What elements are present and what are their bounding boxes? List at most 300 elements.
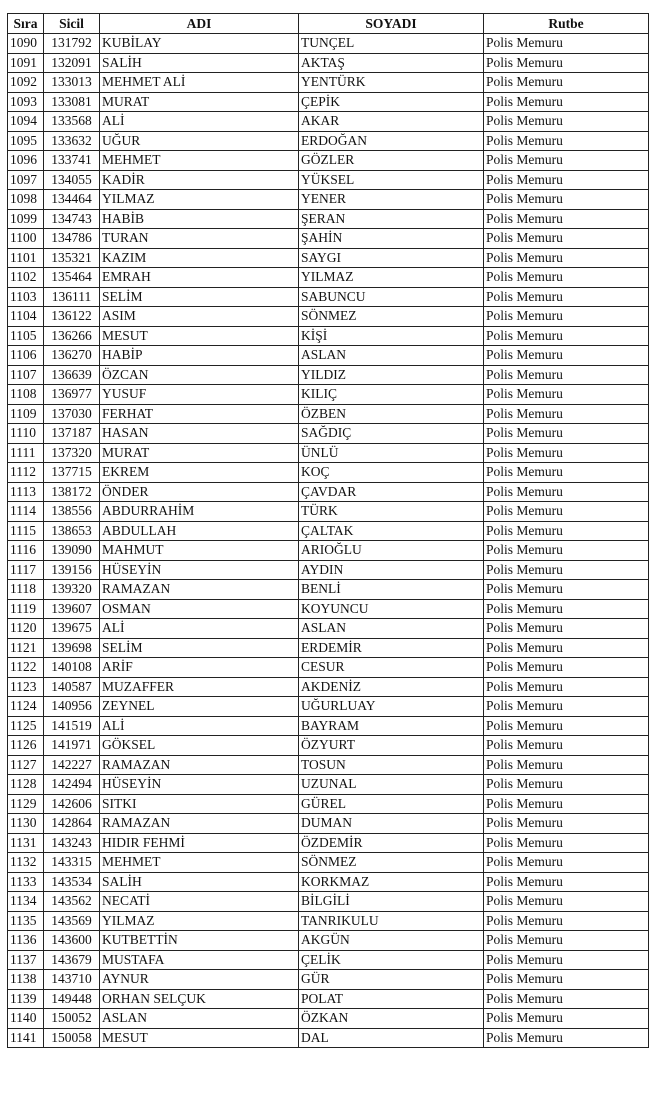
rank-cell: Polis Memuru xyxy=(484,521,649,541)
surname-cell: SÖNMEZ xyxy=(299,307,484,327)
sira-cell: 1095 xyxy=(8,131,44,151)
sicil-cell: 140956 xyxy=(44,697,100,717)
table-row xyxy=(8,716,649,736)
sicil-cell: 136639 xyxy=(44,365,100,385)
rank-cell: Polis Memuru xyxy=(484,73,649,93)
rank-cell: Polis Memuru xyxy=(484,599,649,619)
sicil-cell: 142227 xyxy=(44,755,100,775)
first-name-cell: KAZIM xyxy=(100,248,299,268)
surname-cell: DAL xyxy=(299,1028,484,1048)
table-row xyxy=(8,463,649,483)
sicil-cell: 134743 xyxy=(44,209,100,229)
rank-cell: Polis Memuru xyxy=(484,463,649,483)
surname-cell: KILIÇ xyxy=(299,385,484,405)
table-row xyxy=(8,580,649,600)
table-row xyxy=(8,365,649,385)
table-row xyxy=(8,482,649,502)
sira-cell: 1120 xyxy=(8,619,44,639)
sira-cell: 1096 xyxy=(8,151,44,171)
rank-cell: Polis Memuru xyxy=(484,892,649,912)
table-row xyxy=(8,92,649,112)
sira-cell: 1100 xyxy=(8,229,44,249)
surname-cell: ŞERAN xyxy=(299,209,484,229)
surname-cell: ŞAHİN xyxy=(299,229,484,249)
sira-cell: 1090 xyxy=(8,34,44,54)
surname-cell: ASLAN xyxy=(299,619,484,639)
first-name-cell: SELİM xyxy=(100,287,299,307)
first-name-cell: FERHAT xyxy=(100,404,299,424)
first-name-cell: ARİF xyxy=(100,658,299,678)
sira-cell: 1104 xyxy=(8,307,44,327)
table-row xyxy=(8,1009,649,1029)
table-row xyxy=(8,229,649,249)
table-row xyxy=(8,248,649,268)
table-row xyxy=(8,170,649,190)
surname-cell: GÜREL xyxy=(299,794,484,814)
rank-cell: Polis Memuru xyxy=(484,833,649,853)
first-name-cell: HABİB xyxy=(100,209,299,229)
table-row xyxy=(8,677,649,697)
surname-cell: UZUNAL xyxy=(299,775,484,795)
first-name-cell: HÜSEYİN xyxy=(100,775,299,795)
first-name-cell: HABİP xyxy=(100,346,299,366)
sicil-cell: 140108 xyxy=(44,658,100,678)
rank-cell: Polis Memuru xyxy=(484,424,649,444)
table-row xyxy=(8,736,649,756)
sira-cell: 1135 xyxy=(8,911,44,931)
rank-cell: Polis Memuru xyxy=(484,365,649,385)
table-header xyxy=(8,14,649,34)
table-row xyxy=(8,775,649,795)
rank-cell: Polis Memuru xyxy=(484,1028,649,1048)
rank-cell: Polis Memuru xyxy=(484,346,649,366)
surname-cell: ÇEPİK xyxy=(299,92,484,112)
first-name-cell: HIDIR FEHMİ xyxy=(100,833,299,853)
sira-cell: 1138 xyxy=(8,970,44,990)
surname-cell: KİŞİ xyxy=(299,326,484,346)
sira-cell: 1117 xyxy=(8,560,44,580)
first-name-cell: GÖKSEL xyxy=(100,736,299,756)
table-row xyxy=(8,287,649,307)
sira-cell: 1115 xyxy=(8,521,44,541)
first-name-cell: SELİM xyxy=(100,638,299,658)
rank-cell: Polis Memuru xyxy=(484,170,649,190)
table-row xyxy=(8,209,649,229)
personnel-table xyxy=(7,13,649,1048)
first-name-cell: KADİR xyxy=(100,170,299,190)
sicil-cell: 139090 xyxy=(44,541,100,561)
header-soyadi: SOYADI xyxy=(299,14,484,34)
surname-cell: SAĞDIÇ xyxy=(299,424,484,444)
surname-cell: KOYUNCU xyxy=(299,599,484,619)
first-name-cell: MUSTAFA xyxy=(100,950,299,970)
sicil-cell: 134055 xyxy=(44,170,100,190)
table-row xyxy=(8,872,649,892)
table-row xyxy=(8,346,649,366)
first-name-cell: MURAT xyxy=(100,92,299,112)
sira-cell: 1125 xyxy=(8,716,44,736)
first-name-cell: MESUT xyxy=(100,326,299,346)
sira-cell: 1094 xyxy=(8,112,44,132)
sicil-cell: 143315 xyxy=(44,853,100,873)
sira-cell: 1091 xyxy=(8,53,44,73)
rank-cell: Polis Memuru xyxy=(484,385,649,405)
sira-cell: 1107 xyxy=(8,365,44,385)
surname-cell: ARIOĞLU xyxy=(299,541,484,561)
rank-cell: Polis Memuru xyxy=(484,931,649,951)
table-row xyxy=(8,307,649,327)
sira-cell: 1123 xyxy=(8,677,44,697)
sira-cell: 1102 xyxy=(8,268,44,288)
sicil-cell: 143562 xyxy=(44,892,100,912)
sicil-cell: 137187 xyxy=(44,424,100,444)
rank-cell: Polis Memuru xyxy=(484,755,649,775)
first-name-cell: MESUT xyxy=(100,1028,299,1048)
sicil-cell: 139156 xyxy=(44,560,100,580)
sicil-cell: 136111 xyxy=(44,287,100,307)
rank-cell: Polis Memuru xyxy=(484,1009,649,1029)
rank-cell: Polis Memuru xyxy=(484,404,649,424)
rank-cell: Polis Memuru xyxy=(484,92,649,112)
table-row xyxy=(8,502,649,522)
surname-cell: AKGÜN xyxy=(299,931,484,951)
surname-cell: UĞURLUAY xyxy=(299,697,484,717)
first-name-cell: ALİ xyxy=(100,619,299,639)
surname-cell: KOÇ xyxy=(299,463,484,483)
sira-cell: 1113 xyxy=(8,482,44,502)
sira-cell: 1134 xyxy=(8,892,44,912)
sira-cell: 1129 xyxy=(8,794,44,814)
sira-cell: 1131 xyxy=(8,833,44,853)
surname-cell: AKTAŞ xyxy=(299,53,484,73)
first-name-cell: YILMAZ xyxy=(100,190,299,210)
sicil-cell: 139320 xyxy=(44,580,100,600)
rank-cell: Polis Memuru xyxy=(484,190,649,210)
surname-cell: SABUNCU xyxy=(299,287,484,307)
sira-cell: 1112 xyxy=(8,463,44,483)
sicil-cell: 135321 xyxy=(44,248,100,268)
sicil-cell: 133081 xyxy=(44,92,100,112)
surname-cell: GÖZLER xyxy=(299,151,484,171)
surname-cell: ÖZKAN xyxy=(299,1009,484,1029)
first-name-cell: MEHMET xyxy=(100,151,299,171)
sira-cell: 1137 xyxy=(8,950,44,970)
rank-cell: Polis Memuru xyxy=(484,989,649,1009)
surname-cell: SÖNMEZ xyxy=(299,853,484,873)
table-row xyxy=(8,619,649,639)
first-name-cell: ASIM xyxy=(100,307,299,327)
surname-cell: ÖZDEMİR xyxy=(299,833,484,853)
surname-cell: YENTÜRK xyxy=(299,73,484,93)
sira-cell: 1093 xyxy=(8,92,44,112)
rank-cell: Polis Memuru xyxy=(484,326,649,346)
table-row xyxy=(8,599,649,619)
first-name-cell: HASAN xyxy=(100,424,299,444)
rank-cell: Polis Memuru xyxy=(484,794,649,814)
first-name-cell: ABDURRAHİM xyxy=(100,502,299,522)
rank-cell: Polis Memuru xyxy=(484,677,649,697)
sira-cell: 1127 xyxy=(8,755,44,775)
rank-cell: Polis Memuru xyxy=(484,638,649,658)
sira-cell: 1114 xyxy=(8,502,44,522)
sicil-cell: 136977 xyxy=(44,385,100,405)
header-rutbe: Rutbe xyxy=(484,14,649,34)
sicil-cell: 143534 xyxy=(44,872,100,892)
first-name-cell: KUBİLAY xyxy=(100,34,299,54)
first-name-cell: ZEYNEL xyxy=(100,697,299,717)
rank-cell: Polis Memuru xyxy=(484,112,649,132)
surname-cell: ÇELİK xyxy=(299,950,484,970)
surname-cell: CESUR xyxy=(299,658,484,678)
sicil-cell: 143710 xyxy=(44,970,100,990)
first-name-cell: ASLAN xyxy=(100,1009,299,1029)
sira-cell: 1133 xyxy=(8,872,44,892)
sicil-cell: 133013 xyxy=(44,73,100,93)
table-row xyxy=(8,268,649,288)
sicil-cell: 143569 xyxy=(44,911,100,931)
sicil-cell: 132091 xyxy=(44,53,100,73)
table-row xyxy=(8,931,649,951)
sicil-cell: 142606 xyxy=(44,794,100,814)
first-name-cell: ALİ xyxy=(100,716,299,736)
rank-cell: Polis Memuru xyxy=(484,287,649,307)
surname-cell: ERDEMİR xyxy=(299,638,484,658)
first-name-cell: ALİ xyxy=(100,112,299,132)
rank-cell: Polis Memuru xyxy=(484,697,649,717)
sicil-cell: 133632 xyxy=(44,131,100,151)
sira-cell: 1101 xyxy=(8,248,44,268)
surname-cell: ERDOĞAN xyxy=(299,131,484,151)
sira-cell: 1140 xyxy=(8,1009,44,1029)
rank-cell: Polis Memuru xyxy=(484,736,649,756)
table-row xyxy=(8,814,649,834)
sicil-cell: 143679 xyxy=(44,950,100,970)
rank-cell: Polis Memuru xyxy=(484,872,649,892)
first-name-cell: YILMAZ xyxy=(100,911,299,931)
surname-cell: AKDENİZ xyxy=(299,677,484,697)
surname-cell: YILMAZ xyxy=(299,268,484,288)
first-name-cell: OSMAN xyxy=(100,599,299,619)
sira-cell: 1130 xyxy=(8,814,44,834)
sira-cell: 1132 xyxy=(8,853,44,873)
sira-cell: 1106 xyxy=(8,346,44,366)
rank-cell: Polis Memuru xyxy=(484,658,649,678)
rank-cell: Polis Memuru xyxy=(484,619,649,639)
first-name-cell: MURAT xyxy=(100,443,299,463)
table-row xyxy=(8,794,649,814)
surname-cell: TANRIKULU xyxy=(299,911,484,931)
table-row xyxy=(8,73,649,93)
sira-cell: 1116 xyxy=(8,541,44,561)
table-row xyxy=(8,190,649,210)
sicil-cell: 135464 xyxy=(44,268,100,288)
first-name-cell: ABDULLAH xyxy=(100,521,299,541)
sicil-cell: 142864 xyxy=(44,814,100,834)
sicil-cell: 138556 xyxy=(44,502,100,522)
table-row xyxy=(8,385,649,405)
table-row xyxy=(8,911,649,931)
table-row xyxy=(8,560,649,580)
sira-cell: 1122 xyxy=(8,658,44,678)
first-name-cell: MUZAFFER xyxy=(100,677,299,697)
sicil-cell: 140587 xyxy=(44,677,100,697)
surname-cell: ÇAVDAR xyxy=(299,482,484,502)
sicil-cell: 141519 xyxy=(44,716,100,736)
sira-cell: 1124 xyxy=(8,697,44,717)
table-row xyxy=(8,950,649,970)
first-name-cell: MAHMUT xyxy=(100,541,299,561)
sicil-cell: 143600 xyxy=(44,931,100,951)
rank-cell: Polis Memuru xyxy=(484,911,649,931)
header-adi: ADI xyxy=(100,14,299,34)
table-row xyxy=(8,1028,649,1048)
table-row xyxy=(8,443,649,463)
surname-cell: BAYRAM xyxy=(299,716,484,736)
surname-cell: KORKMAZ xyxy=(299,872,484,892)
table-row xyxy=(8,34,649,54)
first-name-cell: RAMAZAN xyxy=(100,755,299,775)
rank-cell: Polis Memuru xyxy=(484,131,649,151)
first-name-cell: ÖZCAN xyxy=(100,365,299,385)
first-name-cell: EKREM xyxy=(100,463,299,483)
first-name-cell: AYNUR xyxy=(100,970,299,990)
table-row xyxy=(8,892,649,912)
first-name-cell: ORHAN SELÇUK xyxy=(100,989,299,1009)
rank-cell: Polis Memuru xyxy=(484,482,649,502)
rank-cell: Polis Memuru xyxy=(484,53,649,73)
surname-cell: YÜKSEL xyxy=(299,170,484,190)
rank-cell: Polis Memuru xyxy=(484,580,649,600)
sira-cell: 1099 xyxy=(8,209,44,229)
sicil-cell: 138653 xyxy=(44,521,100,541)
rank-cell: Polis Memuru xyxy=(484,307,649,327)
rank-cell: Polis Memuru xyxy=(484,541,649,561)
table-row xyxy=(8,638,649,658)
sicil-cell: 143243 xyxy=(44,833,100,853)
sicil-cell: 138172 xyxy=(44,482,100,502)
first-name-cell: RAMAZAN xyxy=(100,580,299,600)
surname-cell: GÜR xyxy=(299,970,484,990)
sira-cell: 1097 xyxy=(8,170,44,190)
table-row xyxy=(8,131,649,151)
surname-cell: BENLİ xyxy=(299,580,484,600)
sira-cell: 1139 xyxy=(8,989,44,1009)
table-row xyxy=(8,112,649,132)
first-name-cell: SALİH xyxy=(100,53,299,73)
rank-cell: Polis Memuru xyxy=(484,853,649,873)
rank-cell: Polis Memuru xyxy=(484,775,649,795)
rank-cell: Polis Memuru xyxy=(484,151,649,171)
table-row xyxy=(8,521,649,541)
sicil-cell: 137715 xyxy=(44,463,100,483)
surname-cell: AKAR xyxy=(299,112,484,132)
sicil-cell: 139698 xyxy=(44,638,100,658)
rank-cell: Polis Memuru xyxy=(484,970,649,990)
header-sicil: Sicil xyxy=(44,14,100,34)
first-name-cell: HÜSEYİN xyxy=(100,560,299,580)
rank-cell: Polis Memuru xyxy=(484,502,649,522)
sira-cell: 1126 xyxy=(8,736,44,756)
first-name-cell: MEHMET ALİ xyxy=(100,73,299,93)
sira-cell: 1109 xyxy=(8,404,44,424)
table-row xyxy=(8,658,649,678)
rank-cell: Polis Memuru xyxy=(484,248,649,268)
rank-cell: Polis Memuru xyxy=(484,34,649,54)
surname-cell: TÜRK xyxy=(299,502,484,522)
rank-cell: Polis Memuru xyxy=(484,443,649,463)
surname-cell: ÜNLÜ xyxy=(299,443,484,463)
sicil-cell: 141971 xyxy=(44,736,100,756)
sicil-cell: 137320 xyxy=(44,443,100,463)
first-name-cell: KUTBETTİN xyxy=(100,931,299,951)
surname-cell: ASLAN xyxy=(299,346,484,366)
surname-cell: AYDIN xyxy=(299,560,484,580)
rank-cell: Polis Memuru xyxy=(484,229,649,249)
sicil-cell: 149448 xyxy=(44,989,100,1009)
sicil-cell: 137030 xyxy=(44,404,100,424)
first-name-cell: NECATİ xyxy=(100,892,299,912)
rank-cell: Polis Memuru xyxy=(484,814,649,834)
first-name-cell: MEHMET xyxy=(100,853,299,873)
sira-cell: 1098 xyxy=(8,190,44,210)
first-name-cell: TURAN xyxy=(100,229,299,249)
table-row xyxy=(8,989,649,1009)
surname-cell: TOSUN xyxy=(299,755,484,775)
first-name-cell: EMRAH xyxy=(100,268,299,288)
table-row xyxy=(8,424,649,444)
sicil-cell: 136270 xyxy=(44,346,100,366)
table-row xyxy=(8,326,649,346)
surname-cell: SAYGI xyxy=(299,248,484,268)
table-row xyxy=(8,755,649,775)
sira-cell: 1092 xyxy=(8,73,44,93)
first-name-cell: ÖNDER xyxy=(100,482,299,502)
table-body xyxy=(8,34,649,1048)
surname-cell: ÇALTAK xyxy=(299,521,484,541)
sira-cell: 1136 xyxy=(8,931,44,951)
surname-cell: BİLGİLİ xyxy=(299,892,484,912)
sira-cell: 1103 xyxy=(8,287,44,307)
surname-cell: ÖZYURT xyxy=(299,736,484,756)
sira-cell: 1111 xyxy=(8,443,44,463)
header-sira: Sıra xyxy=(8,14,44,34)
sira-cell: 1128 xyxy=(8,775,44,795)
table-row xyxy=(8,151,649,171)
sicil-cell: 142494 xyxy=(44,775,100,795)
rank-cell: Polis Memuru xyxy=(484,209,649,229)
sicil-cell: 136122 xyxy=(44,307,100,327)
rank-cell: Polis Memuru xyxy=(484,268,649,288)
sira-cell: 1118 xyxy=(8,580,44,600)
sicil-cell: 134786 xyxy=(44,229,100,249)
table-row xyxy=(8,404,649,424)
sira-cell: 1121 xyxy=(8,638,44,658)
first-name-cell: RAMAZAN xyxy=(100,814,299,834)
table-row xyxy=(8,697,649,717)
table-row xyxy=(8,541,649,561)
first-name-cell: YUSUF xyxy=(100,385,299,405)
first-name-cell: SALİH xyxy=(100,872,299,892)
sicil-cell: 131792 xyxy=(44,34,100,54)
sicil-cell: 133568 xyxy=(44,112,100,132)
surname-cell: TUNÇEL xyxy=(299,34,484,54)
sicil-cell: 139607 xyxy=(44,599,100,619)
surname-cell: ÖZBEN xyxy=(299,404,484,424)
sicil-cell: 139675 xyxy=(44,619,100,639)
surname-cell: YENER xyxy=(299,190,484,210)
sira-cell: 1141 xyxy=(8,1028,44,1048)
table-row xyxy=(8,970,649,990)
